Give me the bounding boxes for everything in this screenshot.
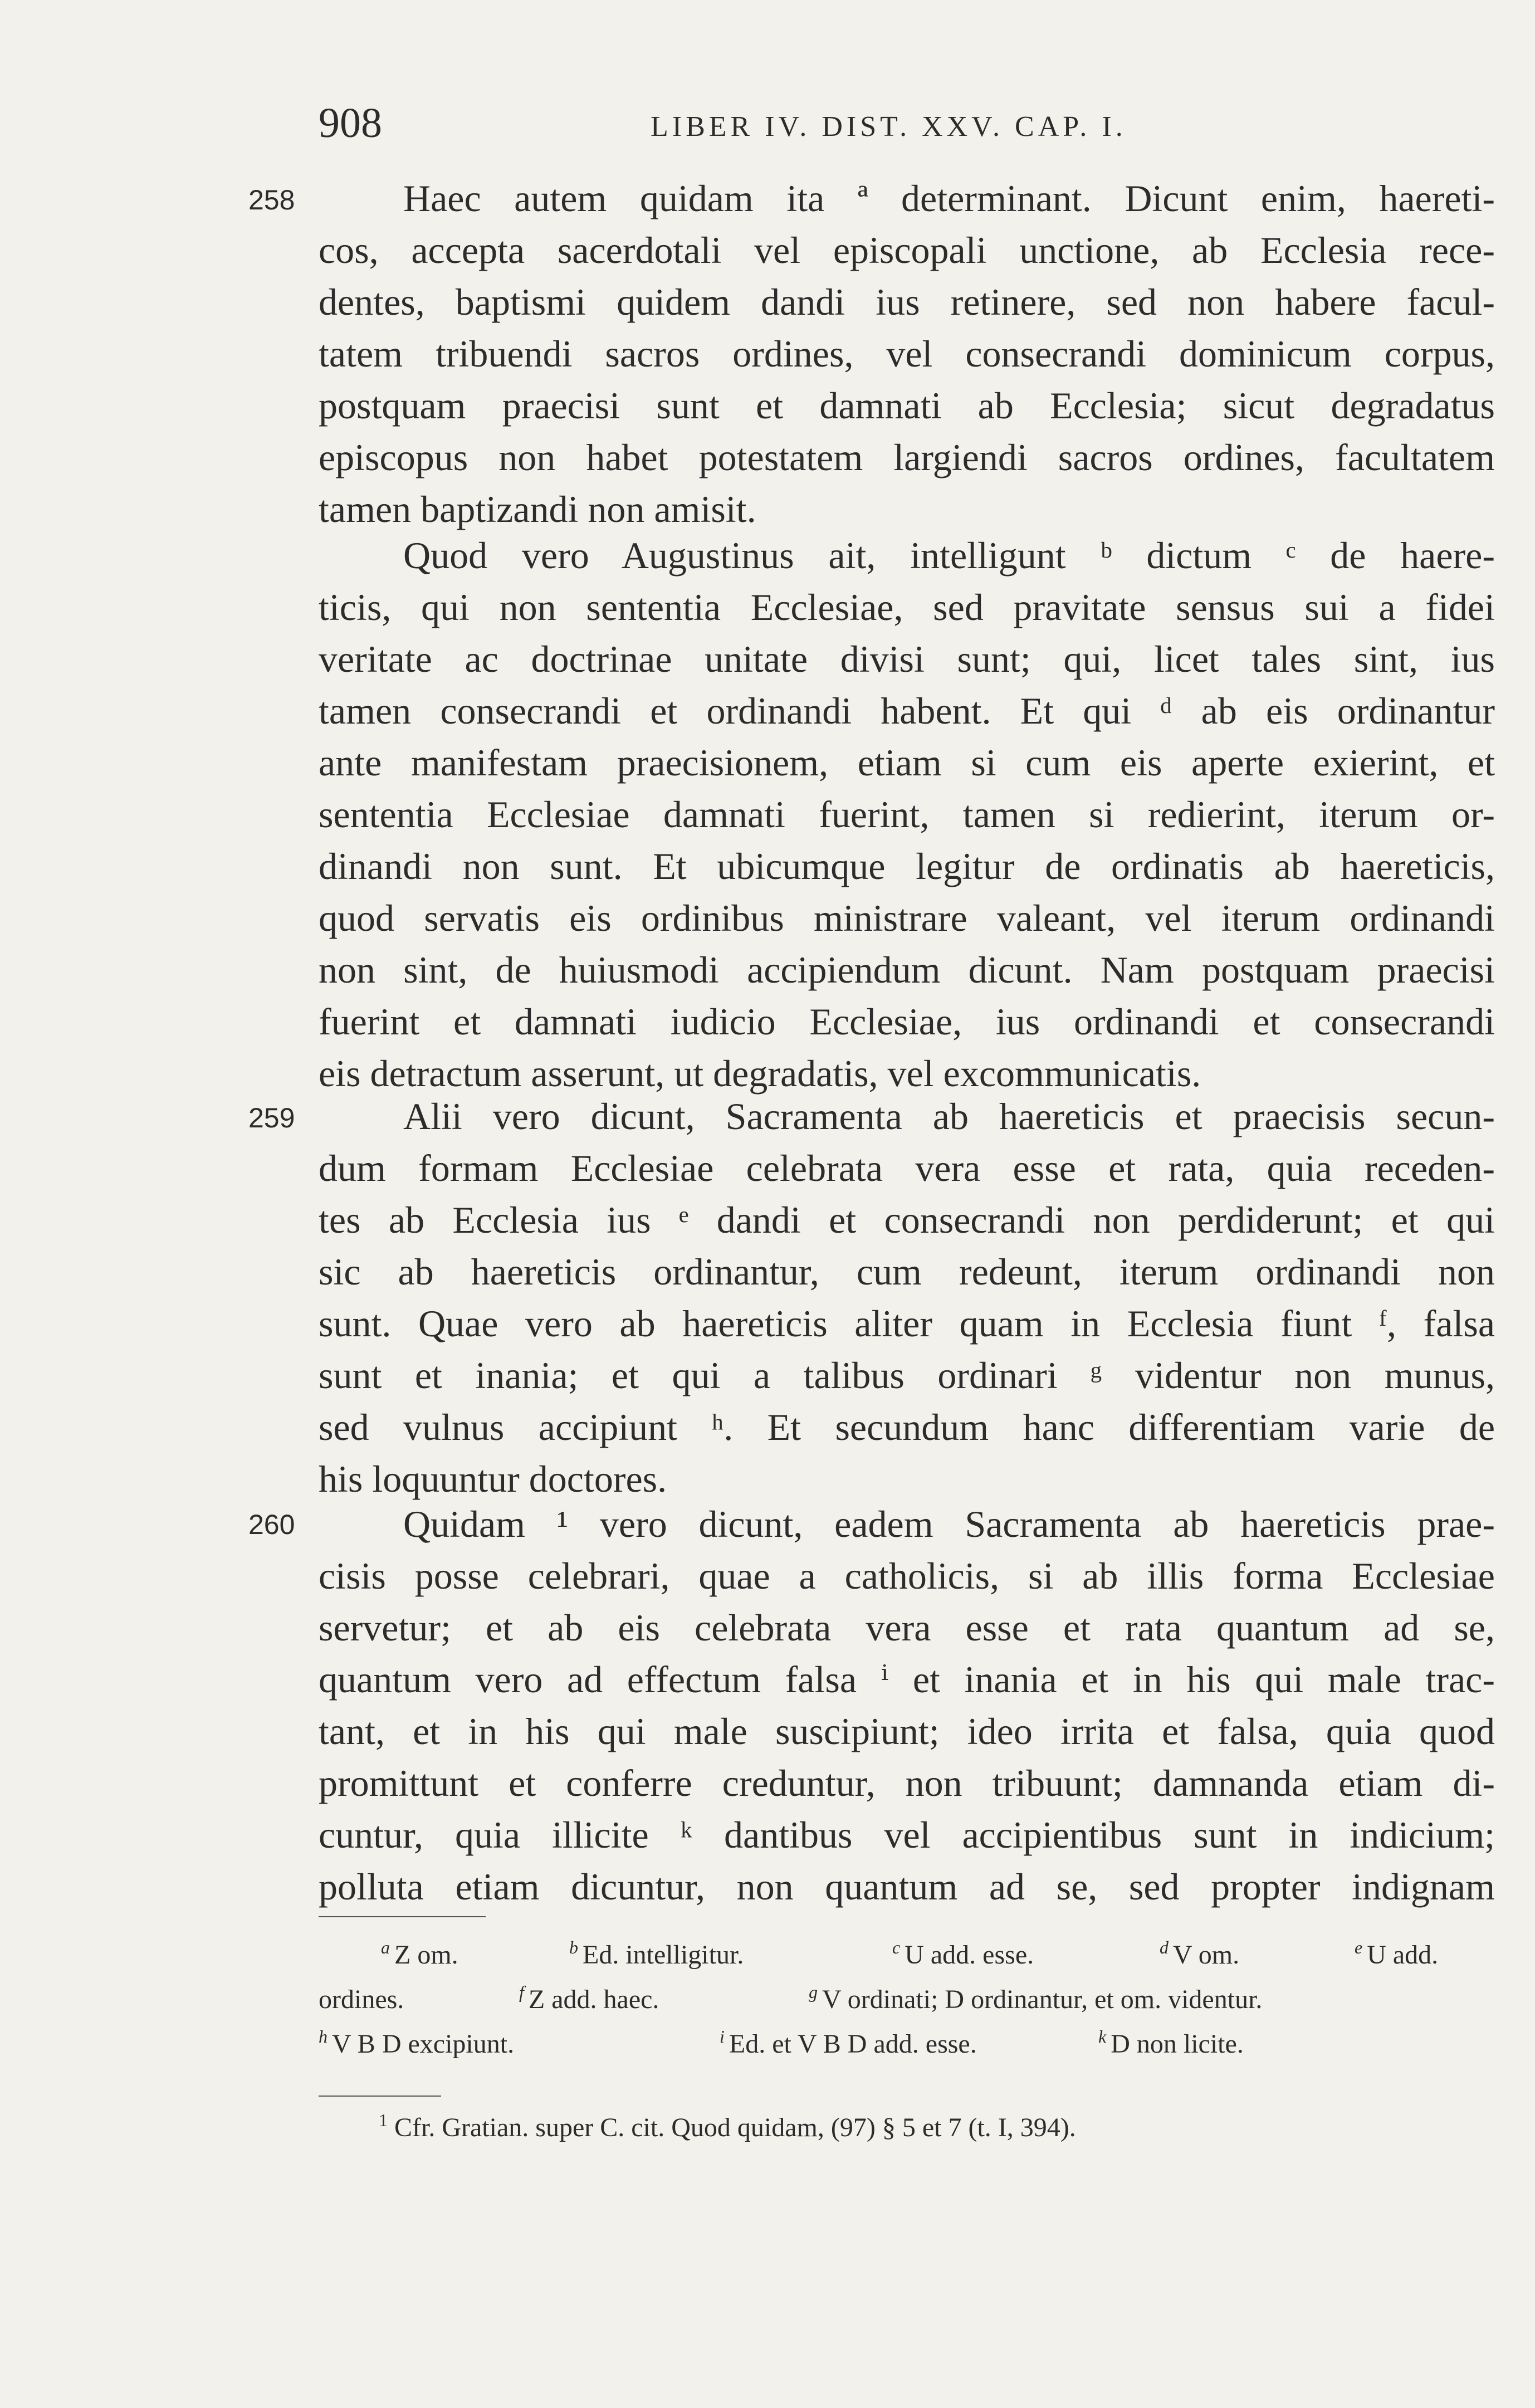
text-line: Quod vero Augustinus ait, intelligunt ᵇ dictum ᶜ de haere- xyxy=(403,534,1495,577)
text-line: non sint, de huiusmodi accipiendum dicunt. Nam postquam praecisi xyxy=(319,949,1495,991)
paragraph-259 xyxy=(319,1091,1495,1505)
text-line: Haec autem quidam ita ª determinant. Dicunt enim, haereti- xyxy=(403,177,1495,219)
text-line: tatem tribuendi sacros ordines, vel consecrandi dominicum corpus, xyxy=(319,333,1495,375)
text-line: polluta etiam dicuntur, non quantum ad se, sed propter indignam xyxy=(319,1865,1495,1908)
note-text: V B D excipiunt. xyxy=(332,2029,515,2059)
text-line: dum formam Ecclesiae celebrata vera esse et rata, quia receden- xyxy=(319,1147,1495,1189)
note-text: Ed. intelligitur. xyxy=(583,1940,744,1970)
note-text: Z add. haec. xyxy=(528,1985,659,2014)
apparatus-note xyxy=(892,1933,1034,1977)
note-sigla: a xyxy=(381,1937,390,1957)
text-line: promittunt et conferre creduntur, non tribuunt; damnanda etiam di- xyxy=(319,1762,1495,1804)
note-text: Ed. et V B D add. esse. xyxy=(729,2029,977,2059)
text-line: cuntur, quia illicite ᵏ dantibus vel accipientibus sunt in indicium; xyxy=(319,1814,1495,1856)
text-line: his loquuntur doctores. xyxy=(319,1458,667,1500)
text-line: tes ab Ecclesia ius ᵉ dandi et consecrandi non perdiderunt; et qui xyxy=(319,1199,1495,1241)
text-line: cos, accepta sacerdotali vel episcopali unctione, ab Ecclesia rece- xyxy=(319,229,1495,271)
apparatus-note xyxy=(1355,1933,1438,1977)
footnote-text: Cfr. Gratian. super C. cit. Quod quidam, (97) § 5 et 7 (t. I, 394). xyxy=(394,2113,1076,2142)
text-line: quod servatis eis ordinibus ministrare valeant, vel iterum ordinandi xyxy=(319,897,1495,939)
text-line: dinandi non sunt. Et ubicumque legitur de ordinatis ab haereticis, xyxy=(319,845,1495,887)
apparatus-note xyxy=(319,2022,514,2067)
text-line: ticis, qui non sententia Ecclesiae, sed pravitate sensus sui a fidei xyxy=(319,586,1495,628)
text-line: fuerint et damnati iudicio Ecclesiae, ius ordinandi et consecrandi xyxy=(319,1000,1495,1043)
text-line: sic ab haereticis ordinantur, cum redeunt, iterum ordinandi non xyxy=(319,1251,1495,1293)
note-sigla: k xyxy=(1098,2026,1107,2046)
text-line: veritate ac doctrinae unitate divisi sunt; qui, licet tales sint, ius xyxy=(319,638,1495,680)
note-sigla: c xyxy=(892,1937,901,1957)
footnote-rule xyxy=(319,2096,441,2097)
note-text: U add. esse. xyxy=(905,1940,1034,1970)
text-line: sententia Ecclesiae damnati fuerint, tamen si redierint, iterum or- xyxy=(319,793,1495,836)
text-line: tamen baptizandi non amisit. xyxy=(319,488,756,530)
note-text: U add. xyxy=(1367,1940,1439,1970)
note-sigla: b xyxy=(569,1937,578,1957)
text-line: quantum vero ad effectum falsa ⁱ et inania et in his qui male trac- xyxy=(319,1658,1495,1701)
critical-apparatus xyxy=(319,1933,1495,2067)
margin-number: 259 xyxy=(248,1102,295,1134)
text-line: Quidam ¹ vero dicunt, eadem Sacramenta ab haereticis prae- xyxy=(403,1503,1495,1545)
note-text: V ordinati; D ordinantur, et om. videntur. xyxy=(822,1985,1263,2014)
text-line: eis detractum asserunt, ut degradatis, vel excommunicatis. xyxy=(319,1052,1201,1095)
text-line: sunt. Quae vero ab haereticis aliter quam in Ecclesia fiunt ᶠ, falsa xyxy=(319,1302,1495,1345)
note-text: D non licite. xyxy=(1111,2029,1244,2059)
margin-number: 260 xyxy=(248,1509,295,1540)
note-sigla: g xyxy=(809,1982,818,2002)
apparatus-line xyxy=(319,1977,1495,2022)
text-line: sunt et inania; et qui a talibus ordinari ᵍ videntur non munus, xyxy=(319,1354,1495,1396)
text-line: Alii vero dicunt, Sacramenta ab haereticis et praecisis secun- xyxy=(403,1095,1495,1137)
apparatus-note xyxy=(519,1977,659,2022)
text-line: cisis posse celebrari, quae a catholicis, si ab illis forma Ecclesiae xyxy=(319,1555,1495,1597)
apparatus-note xyxy=(319,1977,404,2022)
note-sigla: f xyxy=(519,1982,524,2002)
note-sigla: h xyxy=(319,2026,327,2046)
text-line: tamen consecrandi et ordinandi habent. Et qui ᵈ ab eis ordinantur xyxy=(319,690,1495,732)
text-line: servetur; et ab eis celebrata vera esse et rata quantum ad se, xyxy=(319,1606,1495,1649)
note-sigla: d xyxy=(1160,1937,1169,1957)
apparatus-note xyxy=(809,1977,1262,2022)
margin-number: 258 xyxy=(248,184,295,216)
text-line: tant, et in his qui male suscipiunt; ideo irrita et falsa, quia quod xyxy=(319,1710,1495,1752)
footnote xyxy=(379,2112,1076,2143)
apparatus-note xyxy=(1098,2022,1244,2067)
paragraph-260 xyxy=(319,1498,1495,1913)
note-sigla: e xyxy=(1355,1937,1363,1957)
note-text: V om. xyxy=(1173,1940,1240,1970)
text-line: dentes, baptismi quidem dandi ius retinere, sed non habere facul- xyxy=(319,281,1495,323)
note-sigla: i xyxy=(720,2026,725,2046)
apparatus-line xyxy=(319,1933,1495,1977)
page-number: 908 xyxy=(319,100,382,146)
note-text: Z om. xyxy=(394,1940,458,1970)
text-line: sed vulnus accipiunt ʰ. Et secundum hanc differentiam varie de xyxy=(319,1406,1495,1448)
paragraph-258 xyxy=(319,173,1495,535)
apparatus-note xyxy=(381,1933,458,1977)
note-text: ordines. xyxy=(319,1985,404,2014)
text-line: ante manifestam praecisionem, etiam si cum eis aperte exierint, et xyxy=(319,741,1495,784)
apparatus-note xyxy=(720,2022,977,2067)
apparatus-note xyxy=(569,1933,744,1977)
paragraph-augustinus xyxy=(319,530,1495,1100)
notes-rule xyxy=(319,1916,486,1917)
running-title: LIBER IV. DIST. XXV. CAP. I. xyxy=(651,111,1127,143)
apparatus-line xyxy=(319,2022,1495,2067)
text-line: episcopus non habet potestatem largiendi sacros ordines, facultatem xyxy=(319,436,1495,478)
text-line: postquam praecisi sunt et damnati ab Ecclesia; sicut degradatus xyxy=(319,384,1495,427)
apparatus-note xyxy=(1160,1933,1239,1977)
footnote-number: 1 xyxy=(379,2110,388,2130)
